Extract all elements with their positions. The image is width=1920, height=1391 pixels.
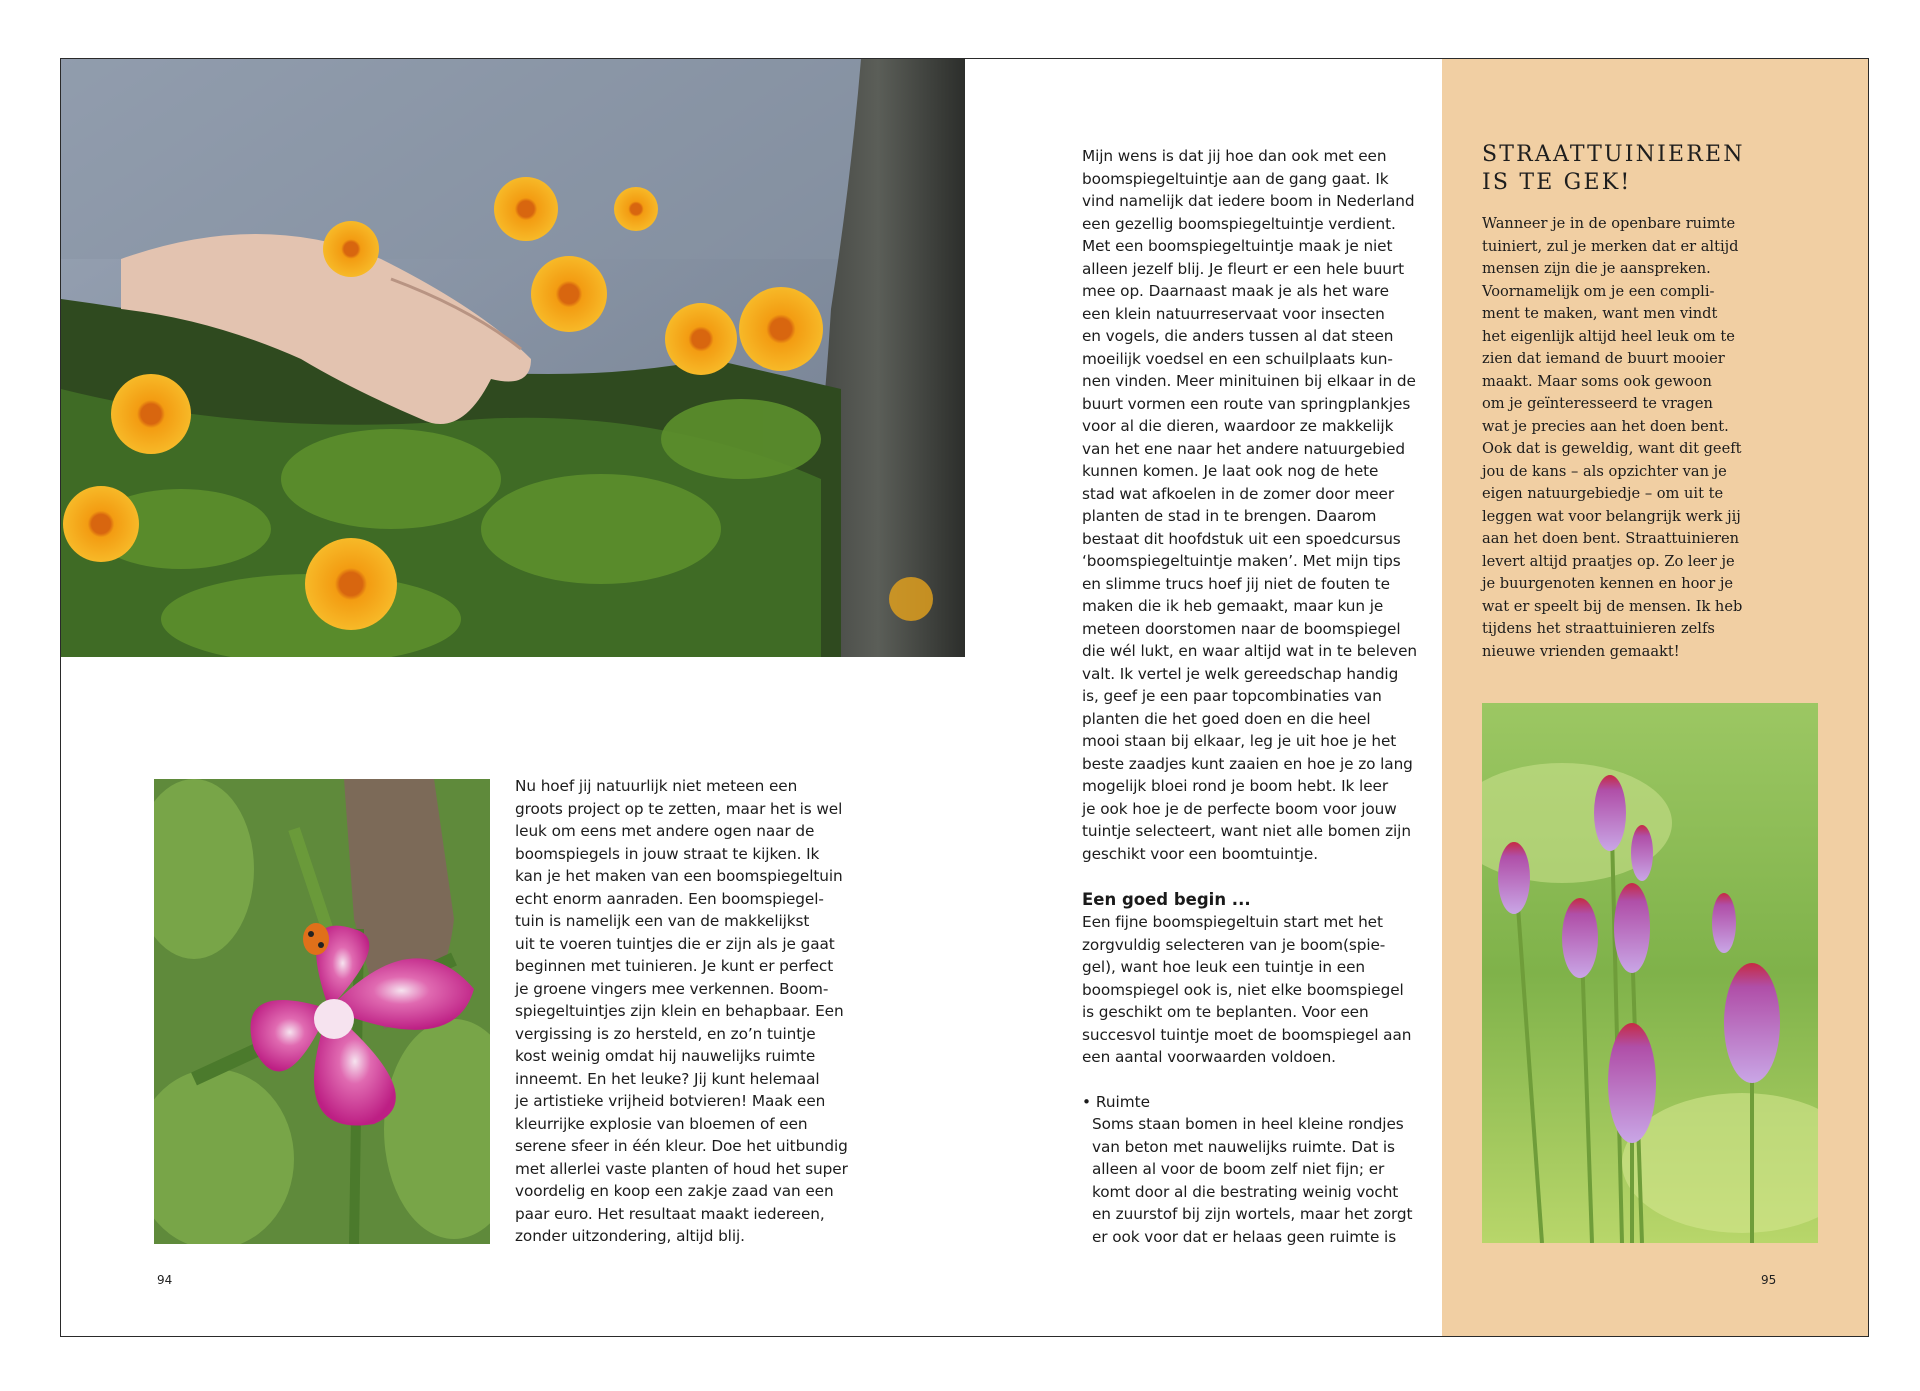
left-body-text: Nu hoef jij natuurlijk niet meteen een groots project op te zetten, maar het is wel leuk om eens met andere ogen naar de boomspiegels in jouw straat te kijken. Ik kan je het maken van een boomspiegeltuin echt enorm aanraden. Een boomspiegel- tuin is namelijk een van de makkelijkst uit te voeren tuintjes die er zijn als je gaat beginnen met tuinieren. Je kunt er perfect je groene vingers mee verkennen. Boom- spiegeltuintjes zijn klein en behapbaar. Een vergissing is zo hersteld, en zo’n tuintje kost weinig omdat hij nauwelijks ruimte inneemt. En het leuke? Jij kunt helemaal je artistieke vrijheid botvieren! Maak een kleurrijke explosie van bloemen of een serene sfeer in één kleur. Doe het uitbundig met allerlei vaste planten of houd het super voordelig en koop een zakje zaad van een paar euro. Het resultaat maakt iedereen, zonder uitzondering, altijd blij. xyxy=(515,777,848,1245)
sidebar-title-line: STRAATTUINIEREN xyxy=(1482,142,1745,167)
book-spread xyxy=(60,58,1869,1337)
bullet-text: Soms staan bomen in heel kleine rondjes van beton met nauwelijks ruimte. Dat is alleen al voor de boom zelf niet fijn; er komt door al die bestrating weinig vocht en zuurstof bij zijn wortels, maar het zorgt er ook voor dat er helaas geen ruimte is xyxy=(1092,1115,1413,1246)
corncockle-photo xyxy=(154,779,490,1244)
page-number-right: 95 xyxy=(1761,1273,1777,1287)
subheading: Een goed begin ... xyxy=(1082,890,1251,909)
page-number-left: 94 xyxy=(157,1273,173,1287)
sidebar-title xyxy=(1482,141,1745,197)
calendula-photo xyxy=(61,59,965,657)
right-body-text: Mijn wens is dat jij hoe dan ook met een boomspiegeltuintje aan de gang gaat. Ik vind namelijk dat iedere boom in Nederland een gezellig boomspiegeltuintje verdient. Met een boomspiegeltuintje maak je niet alleen jezelf blij. Je fleurt er een hele buurt mee op. Daarnaast maak je als het ware een klein natuurreservaat voor insecten en vogels, die anders tussen al dat steen moeilijk voedsel en een schuilplaats kun- nen vinden. Meer minituinen bij elkaar in de buurt vormen een route van springplankjes voor al die dieren, waardoor ze makkelijk van het ene naar het andere natuurgebied kunnen komen. Je laat ook nog de hete stad wat afkoelen in de zomer door meer planten de stad in te brengen. Daarom bestaat dit hoofdstuk uit een spoedcursus ‘boomspiegeltuintje maken’. Met mijn tips en slimme trucs hoef jij niet de fouten te maken die ik heb gemaakt, maar kun je meteen doorstomen naar de boomspiegel die wél lukt, en waar altijd wat in te beleven valt. Ik vertel je welk gereedschap handig is, geef je een paar topcombinaties van planten die het goed doen en die heel mooi staan bij elkaar, leg je uit hoe je het beste zaadjes kunt zaaien en hoe je zo lang mogelijk bloei rond je boom hebt. Ik leer je ook hoe je de perfecte boom voor jouw tuintje selecteert, want niet alle bomen zijn geschikt voor een boomtuintje. xyxy=(1082,147,1418,863)
sidebar-text: Wanneer je in de openbare ruimte tuiniert, zul je merken dat er altijd mensen zijn die je aanspreken. Voornamelijk om je een compli- ment te maken, want men vindt het eigenlijk altijd heel leuk om te zien dat iemand de buurt mooier maakt. Maar soms ook gewoon om je geïnteresseerd te vragen wat je precies aan het doen bent. Ook dat is geweldig, want dit geeft jou de kans – als opzichter van je eigen natuurgebiedje – om uit te leggen wat voor belangrijk werk jij aan het doen bent. Straattuinieren levert altijd praatjes op. Zo leer je je buurgenoten kennen en hoor je wat er speelt bij de mensen. Ik heb tijdens het straattuinieren zelfs nieuwe vrienden gemaakt! xyxy=(1482,215,1743,660)
bullet-title: • Ruimte xyxy=(1082,1093,1151,1111)
right-body-text-2: Een fijne boomspiegeltuin start met het zorgvuldig selecteren van je boom(spie- gel), want hoe leuk een tuintje in een boomspiegel ook is, niet elke boomspiegel is geschikt om te beplanten. Voor een succesvol tuintje moet de boomspiegel aan een aantal voorwaarden voldoen. xyxy=(1082,913,1412,1066)
sidebar-box xyxy=(1442,59,1869,1337)
primula-photo xyxy=(1482,703,1818,1243)
sidebar-title-line: IS TE GEK! xyxy=(1482,170,1632,195)
